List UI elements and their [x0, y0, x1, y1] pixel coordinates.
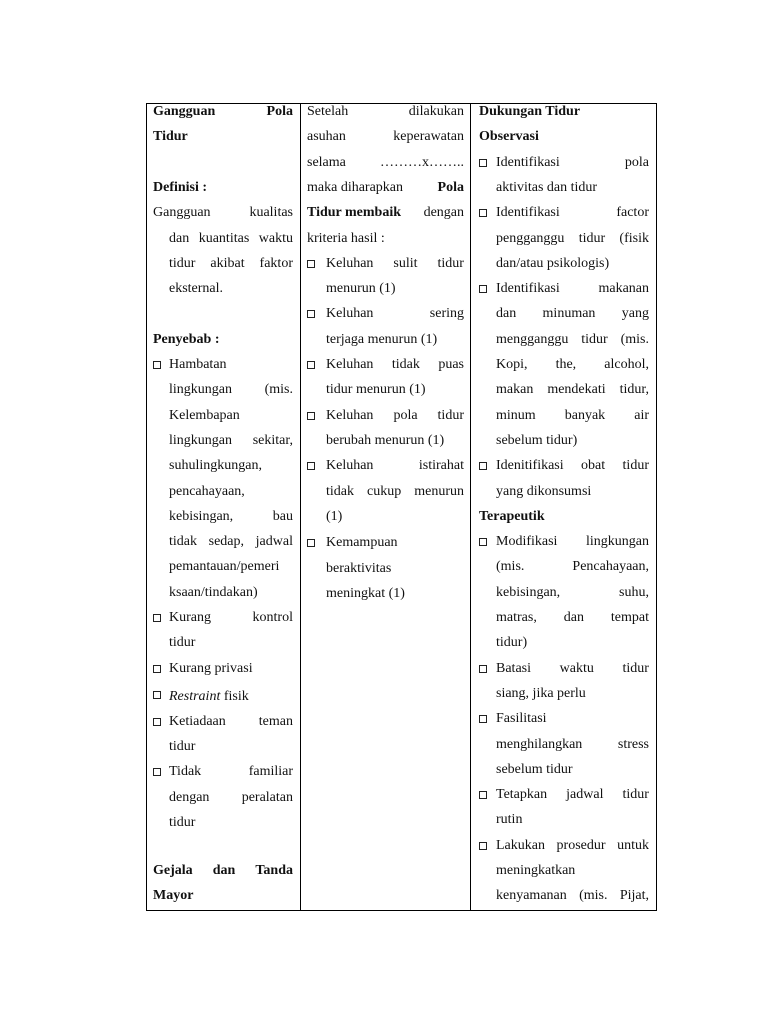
terapeutik-label: Terapeutik [479, 508, 545, 524]
observasi-item: Identifikasi pola [496, 154, 649, 170]
checkbox-icon [307, 412, 315, 420]
observasi-item: makan mendekati tidur, [496, 382, 649, 398]
penyebab-item: Tidak familiar [169, 764, 293, 780]
definisi-label: Definisi : [153, 179, 208, 195]
observasi-item: dan minuman yang [496, 306, 649, 322]
checkbox-icon [479, 538, 487, 546]
checkbox-icon [153, 361, 161, 369]
penyebab-item: tidak sedap, jadwal [169, 534, 293, 550]
penyebab-item: Kurang privasi [169, 660, 253, 676]
terapeutik-item: meningkatkan [496, 863, 576, 878]
outcome-intro: Setelah dilakukan [307, 104, 464, 119]
checkbox-icon [307, 260, 315, 268]
outcome-criterion: terjaga menurun (1) [326, 331, 438, 347]
terapeutik-item: Fasilitasi [496, 711, 547, 727]
penyebab-label: Penyebab : [153, 331, 220, 347]
terapeutik-item: Modifikasi lingkungan [496, 534, 649, 550]
definisi-text: dan kuantitas waktu [169, 230, 293, 246]
observasi-item: Idenitifikasi obat tidur [496, 458, 649, 474]
definisi-text: tidur akibat faktor [169, 255, 293, 271]
outcome-criterion: Keluhan sering [326, 306, 464, 322]
penyebab-item: pencahayaan, [169, 483, 245, 499]
outcome-criterion: beraktivitas [326, 560, 392, 576]
penyebab-item: kebisingan, bau [169, 508, 293, 524]
gejala-label: Gejala dan Tanda [153, 863, 293, 878]
checkbox-icon [479, 285, 487, 293]
penyebab-item: pemantauan/pemeri [169, 559, 280, 575]
penyebab-item: ksaan/tindakan) [169, 584, 258, 600]
checkbox-icon [153, 665, 161, 673]
outcome-criterion: Keluhan tidak puas [326, 357, 464, 372]
terapeutik-item: Lakukan prosedur untuk [496, 837, 649, 853]
outcome-criterion: tidak cukup menurun [326, 483, 464, 499]
penyebab-item: tidur [169, 814, 196, 830]
checkbox-icon [307, 310, 315, 318]
observasi-item: Kopi, the, alcohol, [496, 357, 649, 372]
checkbox-icon [153, 691, 161, 699]
penyebab-item: Ketiadaan teman [169, 713, 293, 729]
checkbox-icon [153, 768, 161, 776]
observasi-label: Observasi [479, 129, 539, 145]
observasi-item: sebelum tidur) [496, 432, 578, 448]
penyebab-item: suhulingkungan, [169, 458, 262, 474]
checkbox-icon [307, 539, 315, 547]
checkbox-icon [479, 842, 487, 850]
penyebab-item: Kelembapan [169, 407, 240, 423]
terapeutik-item: kenyamanan (mis. Pijat, [496, 888, 649, 904]
checkbox-icon [307, 462, 315, 470]
penyebab-item: Hambatan [169, 357, 227, 372]
terapeutik-item: kebisingan, suhu, [496, 584, 649, 600]
outcome-criterion: (1) [326, 508, 343, 524]
outcome-criterion: Kemampuan [326, 535, 398, 551]
outcome-intro: selama ………x…….. [307, 154, 464, 170]
terapeutik-item: (mis. Pencahayaan, [496, 559, 649, 575]
penyebab-item: dengan peralatan [169, 789, 293, 805]
terapeutik-item: rutin [496, 812, 523, 828]
observasi-item: minum banyak air [496, 407, 649, 423]
definisi-text: Gangguan kualitas [153, 205, 293, 221]
observasi-item: Identifikasi factor [496, 205, 649, 221]
outcome-criterion: meningkat (1) [326, 585, 405, 601]
checkbox-icon [479, 159, 487, 167]
penyebab-item: lingkungan sekitar, [169, 432, 293, 448]
checkbox-icon [479, 715, 487, 723]
observasi-item: mengganggu tidur (mis. [496, 331, 649, 347]
gejala-label: Mayor [153, 888, 194, 904]
terapeutik-item: tidur) [496, 635, 528, 651]
diagnosis-title: Tidur [153, 129, 188, 145]
checkbox-icon [153, 614, 161, 622]
outcome-intro: kriteria hasil : [307, 230, 385, 246]
checkbox-icon [153, 718, 161, 726]
intervention-title: Dukungan Tidur [479, 104, 581, 119]
outcome-intro: maka diharapkan Pola [307, 179, 464, 195]
observasi-item: yang dikonsumsi [496, 483, 592, 499]
outcome-criterion: tidur menurun (1) [326, 382, 426, 398]
observasi-item: dan/atau psikologis) [496, 255, 610, 271]
outcome-intro: asuhan keperawatan [307, 129, 464, 145]
outcome-criterion: menurun (1) [326, 281, 396, 297]
penyebab-item: tidur [169, 635, 196, 651]
checkbox-icon [479, 462, 487, 470]
terapeutik-item: menghilangkan stress [496, 736, 649, 752]
terapeutik-item: Batasi waktu tidur [496, 660, 649, 676]
penyebab-item: tidur [169, 739, 196, 755]
column-divider-1 [300, 104, 301, 910]
outcome-criterion: Keluhan istirahat [326, 458, 464, 474]
checkbox-icon [307, 361, 315, 369]
penyebab-item: Kurang kontrol [169, 610, 293, 625]
outcome-intro: Tidur membaik dengan [307, 205, 464, 221]
definisi-text: eksternal. [169, 281, 224, 297]
terapeutik-item: Tetapkan jadwal tidur [496, 787, 649, 803]
observasi-item: pengganggu tidur (fisik [496, 230, 649, 246]
terapeutik-item: matras, dan tempat [496, 610, 649, 625]
checkbox-icon [479, 209, 487, 217]
column-divider-2 [470, 104, 471, 910]
diagnosis-title: Gangguan Pola [153, 104, 293, 119]
checkbox-icon [479, 791, 487, 799]
observasi-item: aktivitas dan tidur [496, 179, 598, 195]
penyebab-item: lingkungan (mis. [169, 382, 293, 398]
outcome-criterion: Keluhan pola tidur [326, 407, 464, 423]
observasi-item: Identifikasi makanan [496, 281, 649, 297]
outcome-criterion: berubah menurun (1) [326, 432, 445, 448]
checkbox-icon [479, 665, 487, 673]
penyebab-item: Restraint fisik [169, 689, 249, 705]
outcome-criterion: Keluhan sulit tidur [326, 255, 464, 271]
terapeutik-item: siang, jika perlu [496, 685, 586, 701]
terapeutik-item: sebelum tidur [496, 761, 573, 777]
